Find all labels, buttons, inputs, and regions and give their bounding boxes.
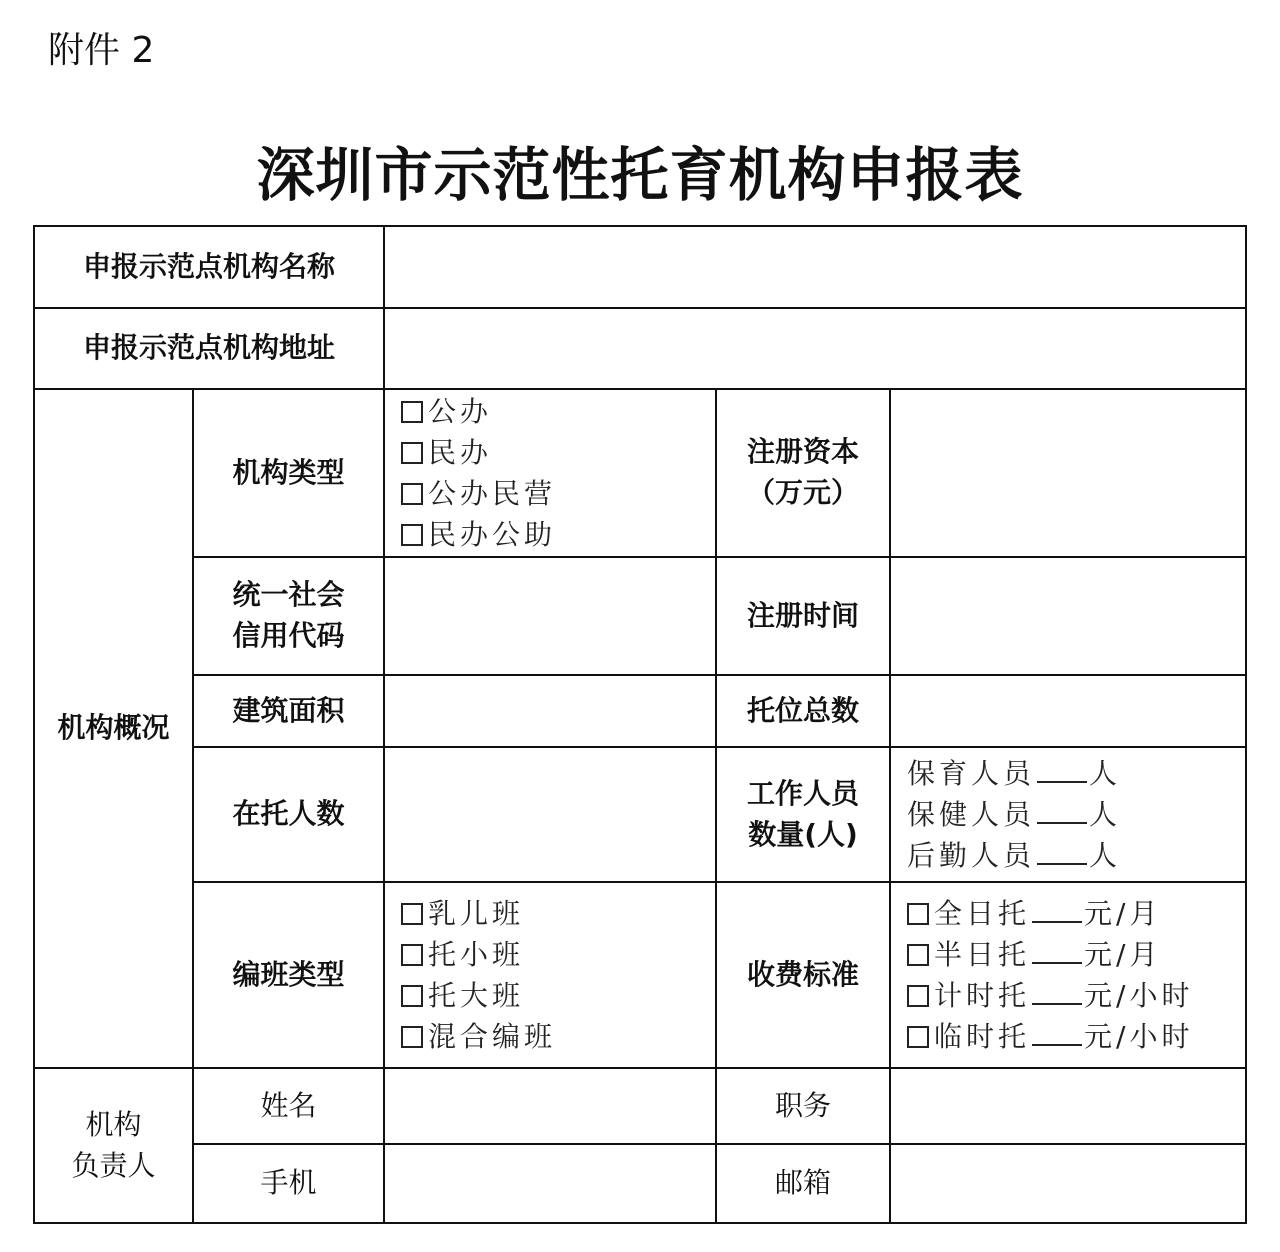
org-name-label: 申报示范点机构名称 bbox=[34, 226, 384, 308]
checkbox-icon[interactable] bbox=[401, 442, 423, 464]
enrolled-count-field[interactable] bbox=[384, 747, 716, 882]
checkbox-icon[interactable] bbox=[401, 1026, 423, 1048]
staff-count-label: 工作人员 数量(人) bbox=[716, 747, 890, 882]
position-label: 职务 bbox=[716, 1068, 890, 1144]
class-type-option[interactable]: 托大班 bbox=[401, 975, 715, 1016]
form-title: 深圳市示范性托育机构申报表 bbox=[256, 141, 1024, 209]
org-type-options bbox=[384, 389, 716, 557]
checkbox-icon[interactable] bbox=[401, 483, 423, 505]
org-type-label: 机构类型 bbox=[193, 389, 384, 557]
registered-capital-label: 注册资本 （万元） bbox=[716, 389, 890, 557]
org-type-option[interactable]: 公办民营 bbox=[401, 473, 715, 514]
fee-standard-options bbox=[890, 882, 1246, 1068]
class-type-options bbox=[384, 882, 716, 1068]
checkbox-icon[interactable] bbox=[907, 944, 929, 966]
org-address-field[interactable] bbox=[384, 308, 1246, 389]
class-type-option[interactable]: 托小班 bbox=[401, 934, 715, 975]
checkbox-icon[interactable] bbox=[907, 985, 929, 1007]
checkbox-icon[interactable] bbox=[401, 944, 423, 966]
overview-label: 机构概况 bbox=[34, 389, 193, 1068]
fee-standard-label: 收费标准 bbox=[716, 882, 890, 1068]
credit-code-field[interactable] bbox=[384, 557, 716, 675]
checkbox-icon[interactable] bbox=[401, 524, 423, 546]
name-label: 姓名 bbox=[193, 1068, 384, 1144]
fee-blank-field[interactable] bbox=[1032, 981, 1082, 1005]
fee-option[interactable]: 半日托 元/月 bbox=[907, 934, 1245, 975]
email-label: 邮箱 bbox=[716, 1144, 890, 1223]
org-type-option[interactable]: 民办公助 bbox=[401, 514, 715, 555]
class-type-label: 编班类型 bbox=[193, 882, 384, 1068]
fee-blank-field[interactable] bbox=[1032, 1022, 1082, 1046]
name-field[interactable] bbox=[384, 1068, 716, 1144]
phone-label: 手机 bbox=[193, 1144, 384, 1223]
staff-blank-field[interactable] bbox=[1037, 800, 1087, 824]
fee-option[interactable]: 临时托 元/小时 bbox=[907, 1016, 1245, 1057]
org-type-option[interactable]: 公办 bbox=[401, 391, 715, 432]
staff-item: 后勤人员 人 bbox=[907, 839, 1122, 872]
credit-code-label: 统一社会 信用代码 bbox=[193, 557, 384, 675]
position-field[interactable] bbox=[890, 1068, 1246, 1144]
org-address-label: 申报示范点机构地址 bbox=[34, 308, 384, 389]
checkbox-icon[interactable] bbox=[401, 985, 423, 1007]
attachment-label: 附件 2 bbox=[48, 30, 155, 71]
class-type-option[interactable]: 乳儿班 bbox=[401, 893, 715, 934]
person-in-charge-label: 机构 负责人 bbox=[34, 1068, 193, 1223]
total-slots-label: 托位总数 bbox=[716, 675, 890, 747]
fee-blank-field[interactable] bbox=[1032, 899, 1082, 923]
staff-item: 保育人员 人 bbox=[907, 757, 1122, 790]
phone-field[interactable] bbox=[384, 1144, 716, 1223]
building-area-field[interactable] bbox=[384, 675, 716, 747]
org-type-option[interactable]: 民办 bbox=[401, 432, 715, 473]
registration-time-label: 注册时间 bbox=[716, 557, 890, 675]
org-name-field[interactable] bbox=[384, 226, 1246, 308]
checkbox-icon[interactable] bbox=[401, 401, 423, 423]
enrolled-count-label: 在托人数 bbox=[193, 747, 384, 882]
fee-blank-field[interactable] bbox=[1032, 940, 1082, 964]
email-field[interactable] bbox=[890, 1144, 1246, 1223]
registration-time-field[interactable] bbox=[890, 557, 1246, 675]
application-form-table bbox=[33, 225, 1247, 1224]
staff-blank-field[interactable] bbox=[1037, 759, 1087, 783]
fee-option[interactable]: 计时托 元/小时 bbox=[907, 975, 1245, 1016]
staff-count-fields bbox=[890, 747, 1246, 882]
registered-capital-field[interactable] bbox=[890, 389, 1246, 557]
staff-item: 保健人员 人 bbox=[907, 798, 1122, 831]
total-slots-field[interactable] bbox=[890, 675, 1246, 747]
building-area-label: 建筑面积 bbox=[193, 675, 384, 747]
checkbox-icon[interactable] bbox=[401, 903, 423, 925]
fee-option[interactable]: 全日托 元/月 bbox=[907, 893, 1245, 934]
checkbox-icon[interactable] bbox=[907, 903, 929, 925]
class-type-option[interactable]: 混合编班 bbox=[401, 1016, 715, 1057]
staff-blank-field[interactable] bbox=[1037, 841, 1087, 865]
checkbox-icon[interactable] bbox=[907, 1026, 929, 1048]
